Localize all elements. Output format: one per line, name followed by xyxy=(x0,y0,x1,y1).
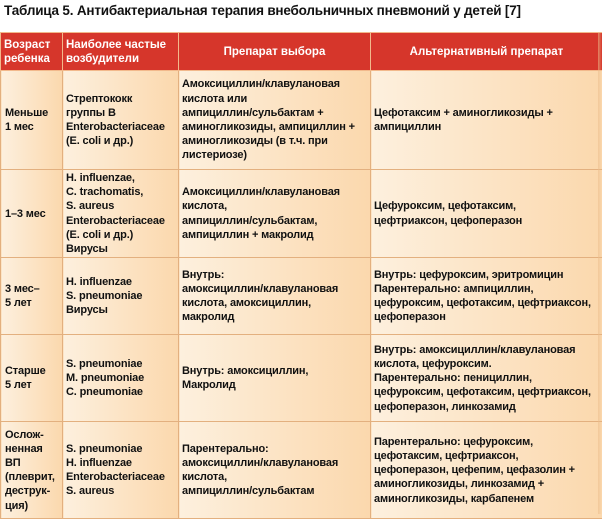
table-row xyxy=(1,258,602,335)
table-row xyxy=(1,170,602,258)
cell-drug-of-choice: Амоксициллин/клавулановая кислота, ампициллин/сульбактам, ампициллин + макролид xyxy=(179,170,371,258)
cell-drug-of-choice: Внутрь: амоксициллин, Макролид xyxy=(179,335,371,422)
cell-age: Старше 5 лет xyxy=(1,335,63,422)
cell-age: 3 мес– 5 лет xyxy=(1,258,63,335)
cell-pathogens: S. pneumoniae H. influenzae Enterobacteriaceae S. aureus xyxy=(63,422,179,519)
cell-pathogens: S. pneumoniae M. pneumoniae C. pneumoniae xyxy=(63,335,179,422)
table-row xyxy=(1,71,602,170)
cell-age: 1–3 мес xyxy=(1,170,63,258)
cell-age: Меньше 1 мес xyxy=(1,71,63,170)
cell-drug-of-choice: Внутрь: амоксициллин/клавулановая кислота, амоксициллин, макролид xyxy=(179,258,371,335)
header-row xyxy=(1,33,602,71)
cell-pathogens: Стрептококк группы В Enterobacteriaceae (E. coli и др.) xyxy=(63,71,179,170)
table-row xyxy=(1,422,602,519)
cell-drug-of-choice: Парентерально: амоксициллин/клавулановая кислота, ампициллин/сульбактам xyxy=(179,422,371,519)
cell-alternative: Внутрь: амоксициллин/клавулановая кислота, цефуроксим. Парентерально: пенициллин, цефуроксим, цефотаксим, цефтриаксон, цефоперазон, линкозамид xyxy=(371,335,602,422)
cell-pathogens: H. influenzae, C. trachomatis, S. aureus Enterobacteriaceae (E. coli и др.) Вирусы xyxy=(63,170,179,258)
cell-age: Ослож- ненная ВП (плеврит, деструк- ция) xyxy=(1,422,63,519)
header-alternative: Альтернативный препарат xyxy=(371,33,602,71)
header-pathogens: Наиболее частые возбудители xyxy=(63,33,179,71)
cell-alternative: Внутрь: цефуроксим, эритромицин Парентерально: ампициллин, цефуроксим, цефотаксим, цефтриаксон, цефоперазон xyxy=(371,258,602,335)
cell-alternative: Парентерально: цефуроксим, цефотаксим, цефтриаксон, цефоперазон, цефепим, цефазолин + аминогликозиды, линкозамид + аминогликозиды, карбапенем xyxy=(371,422,602,519)
table-title: Таблица 5. Антибактериальная терапия внебольничных пневмоний у детей [7] xyxy=(4,1,602,21)
antibiotic-therapy-table xyxy=(0,32,602,519)
table-row xyxy=(1,335,602,422)
cell-drug-of-choice: Амоксициллин/клавулановая кислота или ампициллин/сульбактам + аминогликозиды, ампициллин + аминогликозиды (в т.ч. при листериозе) xyxy=(179,71,371,170)
cell-pathogens: H. influenzae S. pneumoniae Вирусы xyxy=(63,258,179,335)
cell-alternative: Цефотаксим + аминогликозиды + ампициллин xyxy=(371,71,602,170)
header-age: Возраст ребенка xyxy=(1,33,63,71)
cell-alternative: Цефуроксим, цефотаксим, цефтриаксон, цефоперазон xyxy=(371,170,602,258)
header-drug-of-choice: Препарат выбора xyxy=(179,33,371,71)
